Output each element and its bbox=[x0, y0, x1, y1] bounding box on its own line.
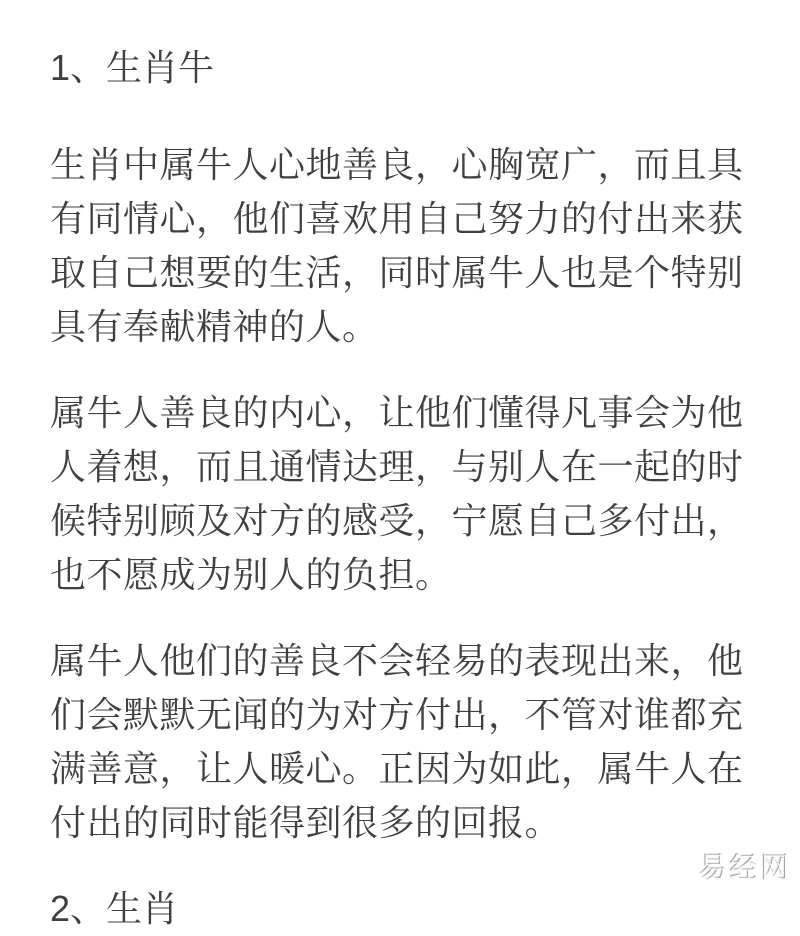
paragraph bbox=[50, 386, 748, 602]
text-line: 具有奉献精神的人。 bbox=[50, 306, 379, 347]
text-line: 属牛人善良的内心，让他们懂得凡事会为他 bbox=[50, 392, 744, 433]
paragraph bbox=[50, 138, 748, 354]
text-line: 有同情心，他们喜欢用自己努力的付出来获 bbox=[50, 198, 744, 239]
text-line: 人着想，而且通情达理，与别人在一起的时 bbox=[50, 446, 744, 487]
next-heading-partial: 2、生肖 bbox=[50, 888, 179, 929]
paragraph bbox=[50, 634, 748, 850]
text-line: 付出的同时能得到很多的回报。 bbox=[50, 802, 562, 843]
text-line: 生肖中属牛人心地善良，心胸宽广，而且具 bbox=[50, 144, 744, 185]
text-line: 候特别顾及对方的感受，宁愿自己多付出， bbox=[50, 500, 744, 541]
watermark: 易经网 bbox=[698, 853, 792, 885]
text-line: 满善意，让人暖心。正因为如此，属牛人在 bbox=[50, 748, 744, 789]
article-heading: 1、生肖牛 bbox=[50, 47, 215, 88]
text-line: 也不愿成为别人的负担。 bbox=[50, 554, 452, 595]
text-line: 们会默默无闻的为对方付出，不管对谁都充 bbox=[50, 694, 744, 735]
text-line: 取自己想要的生活，同时属牛人也是个特别 bbox=[50, 252, 744, 293]
text-line: 属牛人他们的善良不会轻易的表现出来，他 bbox=[50, 640, 744, 681]
